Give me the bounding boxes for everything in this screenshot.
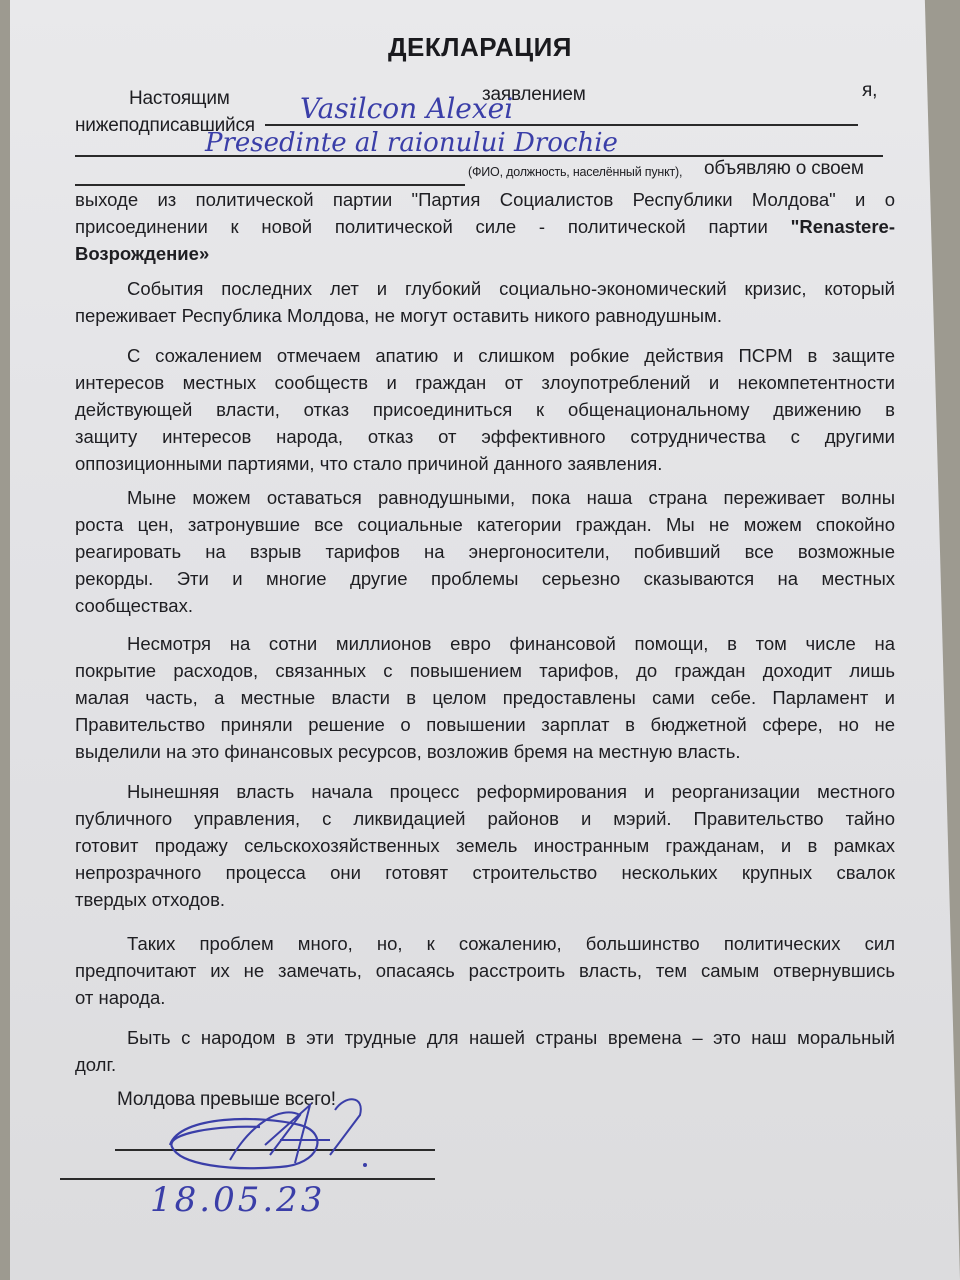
header-line bbox=[75, 213, 895, 240]
paragraph-line: оппозиционными партиями, что стало причиной данного заявления. bbox=[75, 453, 663, 474]
paragraph-line: рекорды. Эти и многие другие проблемы серьезно сказываются на местных bbox=[75, 568, 895, 589]
paragraph-line: События последних лет и глубокий социально-экономический кризис, который bbox=[127, 278, 895, 299]
paragraph-line: готовит продажу сельскохозяйственных земель иностранным гражданам, и в рамках bbox=[75, 835, 895, 856]
paragraph-line: действующей власти, отказ присоединиться к общенациональному движению в bbox=[75, 399, 895, 420]
header-word-zayavleniem: заявлением bbox=[482, 84, 586, 105]
paragraph-line: от народа. bbox=[75, 987, 166, 1008]
header-line: выходе из политической партии "Партия Социалистов Республики Молдова" и о bbox=[75, 189, 895, 210]
header-paragraph bbox=[75, 186, 895, 267]
paragraph-line: твердых отходов. bbox=[75, 889, 226, 910]
paragraph-line: реагировать на взрыв тарифов на энергоносители, побивший все возможные bbox=[75, 541, 895, 562]
header-word-nastoyashchim: Настоящим bbox=[129, 88, 230, 109]
header-line-text: присоединении к новой политической силе - политической партии bbox=[75, 216, 791, 237]
handwritten-date: 18.05.23 bbox=[150, 1180, 326, 1220]
paragraph-line: сообществах. bbox=[75, 595, 193, 616]
paragraph-line: Таких проблем много, но, к сожалению, большинство политических сил bbox=[127, 933, 895, 954]
header-word-ya: я, bbox=[862, 80, 878, 101]
paragraph-6 bbox=[75, 930, 895, 1011]
paragraph-line: роста цен, затронувшие все социальные категории граждан. Мы не можем спокойно bbox=[75, 514, 895, 535]
paragraph-line: предпочитают их не замечать, опасаясь расстроить власть, тем самым отвернувшись bbox=[75, 960, 895, 981]
paragraph-line: долг. bbox=[75, 1054, 117, 1075]
paragraph-line: Быть с народом в эти трудные для нашей страны времена – это наш моральный bbox=[127, 1027, 895, 1048]
handwritten-name: Vasilcon Alexei bbox=[300, 92, 514, 125]
paragraph-2 bbox=[75, 342, 895, 477]
document-title: ДЕКЛАРАЦИЯ bbox=[388, 32, 572, 62]
paragraph-3 bbox=[75, 484, 895, 619]
paragraph-line: Нынешняя власть начала процесс реформирования и реорганизации местного bbox=[127, 781, 895, 802]
closing-slogan: Молдова превыше всего! bbox=[117, 1089, 336, 1110]
paragraph-line: С сожалением отмечаем апатию и слишком робкие действия ПСРМ в защите bbox=[127, 345, 895, 366]
paragraph-line: малая часть, а местные власти в целом предоставлены сами себе. Парламент и bbox=[75, 687, 895, 708]
paragraph-line: интересов местных сообществ и граждан от злоупотреблений и некомпетентности bbox=[75, 372, 895, 393]
paragraph-5 bbox=[75, 778, 895, 913]
paragraph-line: защиту интересов народа, отказ от эффективного сотрудничества с другими bbox=[75, 426, 895, 447]
paragraph-line: выделили на это финансовых ресурсов, возложив бремя на местную власть. bbox=[75, 741, 741, 762]
paragraph-line: публичного управления, с ликвидацией районов и мэрий. Правительство тайно bbox=[75, 808, 895, 829]
paragraph-line: непрозрачного процесса они готовят строительство нескольких крупных свалок bbox=[75, 862, 895, 883]
header-continuation: объявляю о своем bbox=[704, 158, 864, 179]
header-word-nizhepodpisavshiysya: нижеподписавшийся bbox=[75, 115, 255, 136]
paragraph-1 bbox=[75, 275, 895, 329]
handwritten-position: Presedinte al raionului Drochie bbox=[205, 128, 618, 158]
paragraph-line: Несмотря на сотни миллионов евро финансовой помощи, в том числе на bbox=[127, 633, 895, 654]
paragraph-line: переживает Республика Молдова, не могут оставить никого равнодушным. bbox=[75, 305, 722, 326]
signature-icon bbox=[160, 1085, 400, 1185]
paragraph-line: покрытие расходов, связанных с повышением тарифов, до граждан доходит лишь bbox=[75, 660, 895, 681]
paragraph-line: Мыне можем оставаться равнодушными, пока наша страна переживает волны bbox=[127, 487, 895, 508]
party-name-part1: "Renastere- bbox=[790, 216, 895, 237]
paragraph-4 bbox=[75, 630, 895, 765]
field-hint: (ФИО, должность, населённый пункт), bbox=[468, 165, 683, 179]
paragraph-7 bbox=[75, 1024, 895, 1078]
party-name-part2: Возрождение» bbox=[75, 243, 210, 264]
paragraph-line: Правительство приняли решение о повышении зарплат в бюджетной сфере, но не bbox=[75, 714, 895, 735]
header-line bbox=[75, 240, 895, 267]
